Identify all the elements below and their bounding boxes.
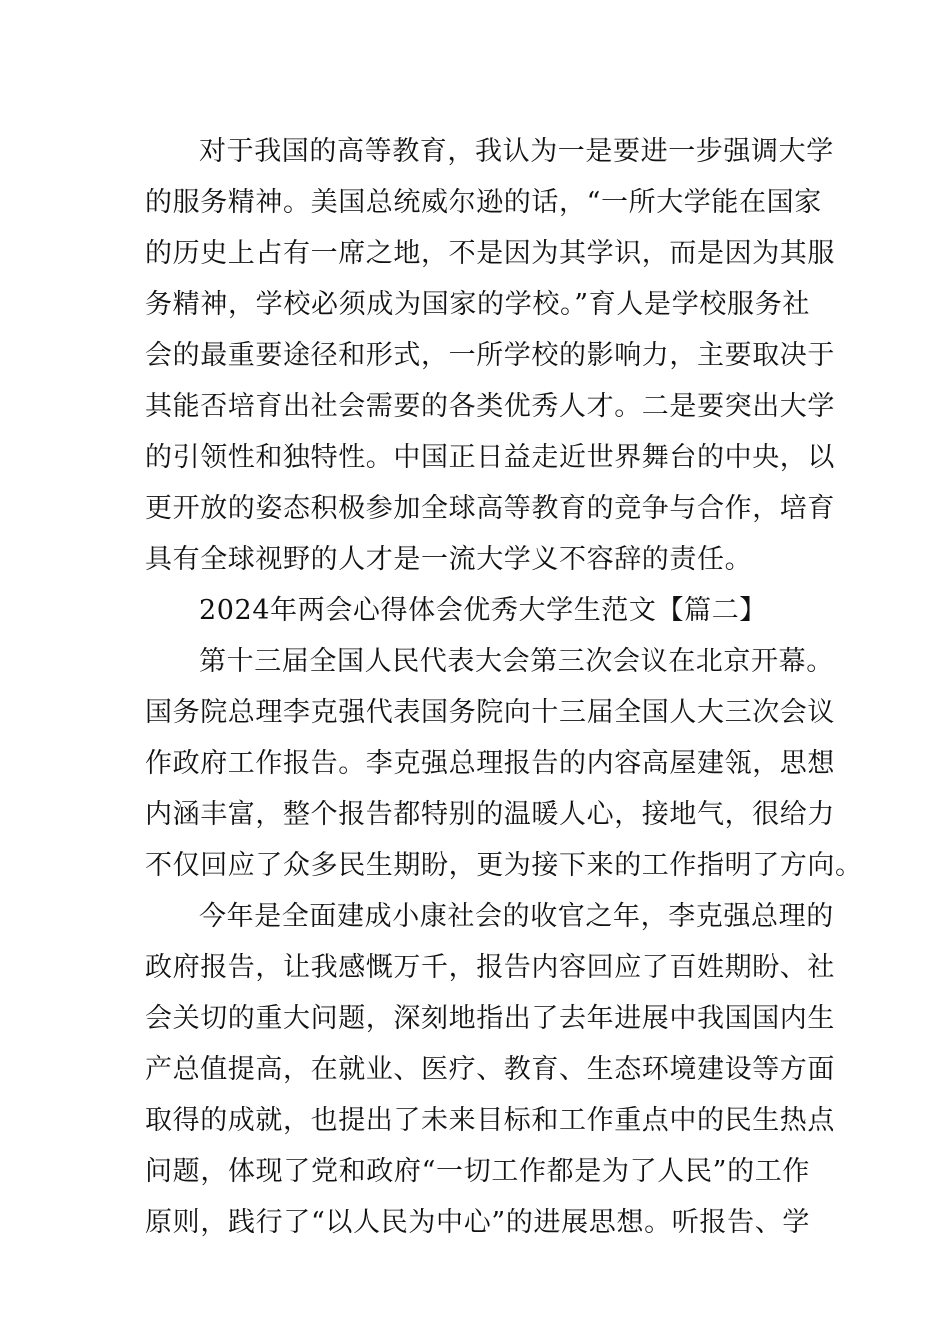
paragraph-line: 不仅回应了众多民生期盼，更为接下来的工作指明了方向。 [145, 850, 863, 881]
paragraph-line: 的历史上占有一席之地，不是因为其学识，而是因为其服 [145, 238, 835, 269]
paragraph-line: 第十三届全国人民代表大会第三次会议在北京开幕。 [199, 646, 834, 677]
paragraph-line: 会的最重要途径和形式，一所学校的影响力，主要取决于 [145, 340, 835, 371]
paragraph-line: 作政府工作报告。李克强总理报告的内容高屋建瓴，思想 [145, 748, 835, 779]
paragraph-line: 务精神，学校必须成为国家的学校。”育人是学校服务社 [145, 289, 810, 320]
paragraph-line: 的引领性和独特性。中国正日益走近世界舞台的中央，以 [145, 442, 835, 473]
paragraph-line: 内涵丰富，整个报告都特别的温暖人心，接地气，很给力 [145, 799, 835, 830]
paragraph-line: 的服务精神。美国总统威尔逊的话，“一所大学能在国家 [145, 187, 822, 218]
paragraph-line: 更开放的姿态积极参加全球高等教育的竞争与合作，培育 [145, 493, 835, 524]
paragraph-3 [145, 891, 835, 1248]
paragraph-1 [145, 126, 835, 585]
paragraph-line: 取得的成就，也提出了未来目标和工作重点中的民生热点 [145, 1105, 835, 1136]
paragraph-2 [145, 636, 863, 891]
paragraph-line: 产总值提高，在就业、医疗、教育、生态环境建设等方面 [145, 1054, 835, 1085]
paragraph-line: 国务院总理李克强代表国务院向十三届全国人大三次会议 [145, 697, 835, 728]
paragraph-line: 对于我国的高等教育，我认为一是要进一步强调大学 [199, 136, 834, 167]
paragraph-line: 具有全球视野的人才是一流大学义不容辞的责任。 [145, 544, 753, 575]
paragraph-line: 问题，体现了党和政府“一切工作都是为了人民”的工作 [145, 1156, 810, 1187]
paragraph-line: 今年是全面建成小康社会的收官之年，李克强总理的 [199, 901, 834, 932]
paragraph-line: 原则，践行了“以人民为中心”的进展思想。听报告、学 [145, 1207, 810, 1238]
paragraph-line: 其能否培育出社会需要的各类优秀人才。二是要突出大学 [145, 391, 835, 422]
section-heading: 2024年两会心得体会优秀大学生范文【篇二】 [199, 595, 767, 626]
paragraph-line: 会关切的重大问题，深刻地指出了去年进展中我国国内生 [145, 1003, 835, 1034]
document-body [145, 126, 863, 1248]
paragraph-line: 政府报告，让我感慨万千，报告内容回应了百姓期盼、社 [145, 952, 835, 983]
